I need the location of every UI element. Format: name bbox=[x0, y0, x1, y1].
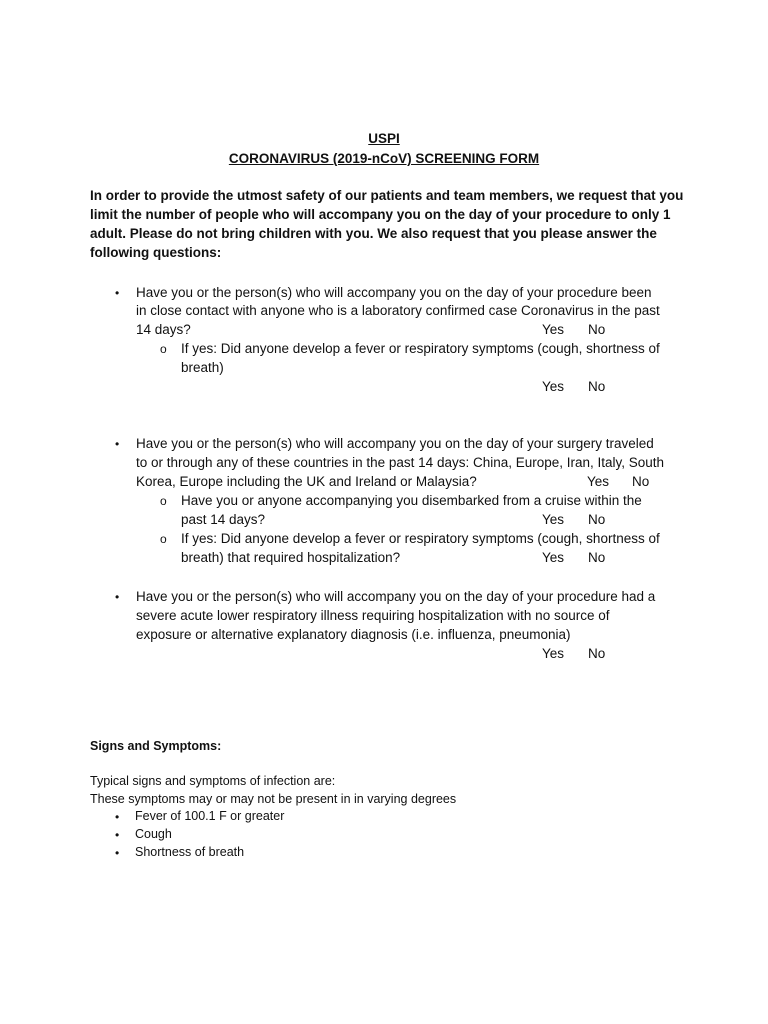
question-1a-no-option[interactable]: No bbox=[588, 379, 606, 394]
question-2b-no-option[interactable]: No bbox=[588, 550, 606, 565]
question-1-line: 14 days? bbox=[136, 322, 191, 337]
question-2-line: Korea, Europe including the UK and Ireland or Malaysia? bbox=[136, 474, 477, 489]
question-1a-yes-option[interactable]: Yes bbox=[542, 379, 565, 394]
question-3-yes-option[interactable]: Yes bbox=[542, 646, 565, 661]
intro-line: In order to provide the utmost safety of our patients and team members, we request that you bbox=[90, 188, 684, 203]
bullet-icon: • bbox=[115, 437, 120, 451]
symptoms-note: These symptoms may or may not be present in in varying degrees bbox=[90, 792, 457, 806]
question-1-yes-option[interactable]: Yes bbox=[542, 322, 565, 337]
question-3-line: exposure or alternative explanatory diagnosis (i.e. influenza, pneumonia) bbox=[136, 627, 571, 642]
question-1a-line: breath) bbox=[181, 360, 224, 375]
question-2-line: Have you or the person(s) who will accompany you on the day of your surgery traveled bbox=[136, 436, 654, 451]
question-2a-line: past 14 days? bbox=[181, 512, 266, 527]
question-3-line: Have you or the person(s) who will accompany you on the day of your procedure had a bbox=[136, 589, 656, 604]
question-1-line: in close contact with anyone who is a laboratory confirmed case Coronavirus in the past bbox=[136, 303, 660, 318]
question-1a-line: If yes: Did anyone develop a fever or respiratory symptoms (cough, shortness of bbox=[181, 341, 660, 356]
intro-line: adult. Please do not bring children with you. We also request that you please answer the bbox=[90, 226, 657, 241]
question-2-no-option[interactable]: No bbox=[632, 474, 650, 489]
circle-bullet-icon: o bbox=[160, 494, 167, 508]
question-3-line: severe acute lower respiratory illness requiring hospitalization with no source of bbox=[136, 608, 610, 623]
symptom-item: Fever of 100.1 F or greater bbox=[135, 809, 285, 823]
intro-line: limit the number of people who will accompany you on the day of your procedure to only 1 bbox=[90, 207, 671, 222]
question-2a-no-option[interactable]: No bbox=[588, 512, 606, 527]
symptom-item: Cough bbox=[135, 827, 172, 841]
symptoms-intro: Typical signs and symptoms of infection are: bbox=[90, 774, 336, 788]
question-2b-line: If yes: Did anyone develop a fever or respiratory symptoms (cough, shortness of bbox=[181, 531, 660, 546]
question-2a-yes-option[interactable]: Yes bbox=[542, 512, 565, 527]
symptom-item: Shortness of breath bbox=[135, 845, 245, 859]
bullet-icon: • bbox=[115, 286, 120, 300]
question-2-yes-option[interactable]: Yes bbox=[587, 474, 610, 489]
symptoms-heading: Signs and Symptoms: bbox=[90, 739, 222, 753]
bullet-icon: • bbox=[115, 828, 120, 842]
org-title: USPI bbox=[368, 131, 400, 146]
intro-line: following questions: bbox=[90, 245, 222, 260]
bullet-icon: • bbox=[115, 810, 120, 824]
form-title: CORONAVIRUS (2019-nCoV) SCREENING FORM bbox=[228, 151, 540, 166]
question-1-line: Have you or the person(s) who will accompany you on the day of your procedure been bbox=[136, 285, 652, 300]
question-2a-line: Have you or anyone accompanying you disembarked from a cruise within the bbox=[181, 493, 642, 508]
bullet-icon: • bbox=[115, 590, 120, 604]
bullet-icon: • bbox=[115, 846, 120, 860]
question-2b-yes-option[interactable]: Yes bbox=[542, 550, 565, 565]
question-3-no-option[interactable]: No bbox=[588, 646, 606, 661]
question-1-no-option[interactable]: No bbox=[588, 322, 606, 337]
circle-bullet-icon: o bbox=[160, 532, 167, 546]
question-2b-line: breath) that required hospitalization? bbox=[181, 550, 401, 565]
circle-bullet-icon: o bbox=[160, 342, 167, 356]
question-2-line: to or through any of these countries in the past 14 days: China, Europe, Iran, Italy, South bbox=[136, 455, 665, 470]
